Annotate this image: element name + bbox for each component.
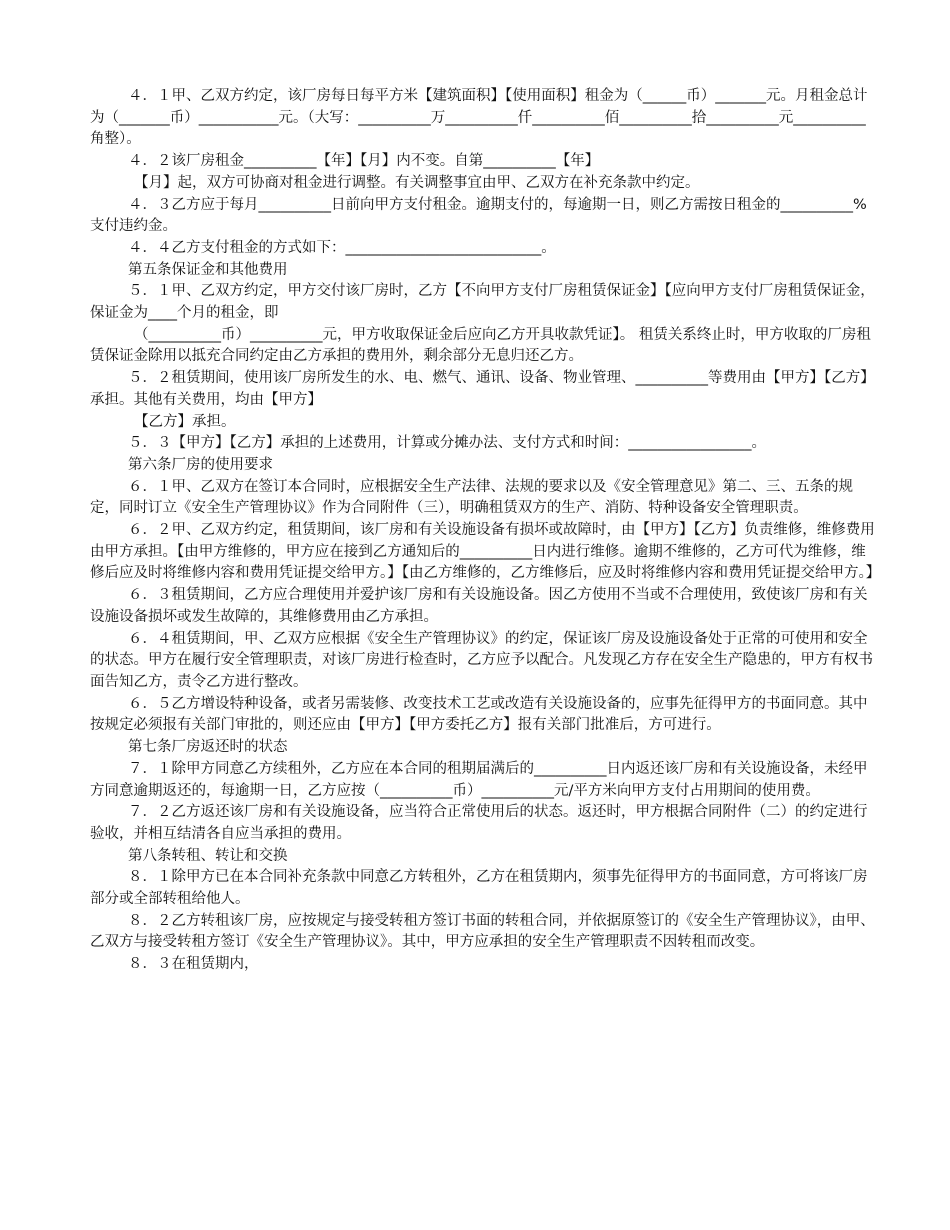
clause-8-2: ８．２乙方转租该厂房，应按规定与接受转租方签订书面的转租合同，并依据原签订的《安全生产管理协议》，由甲、乙双方与接受转租方签订《安全生产管理协议》。其中，甲方应承担的安全生产管理职责不因转租而改变。 (90, 912, 875, 951)
clause-6-3: ６．３租赁期间，乙方应合理使用并爱护该厂房和有关设施设备。因乙方使用不当或不合理使用，致使该厂房和有关设施设备损坏或发生故障的，其维修费用由乙方承担。 (90, 587, 868, 625)
clause-6-2: ６．２甲、乙双方约定，租赁期间，该厂房和有关设施设备有损坏或故障时，由【甲方】【乙方】负责维修，维修费用由甲方承担。【由甲方维修的，甲方应在接到乙方通知后的__________日内进行维修。逾期不维修的，乙方可代为维修，维修后应及时将维修内容和费用凭证提交给甲方。】【由乙方维修的，乙方维修后，应及时将维修内容和费用凭证提交给甲方。】 (90, 522, 881, 582)
clause-7-1: ７．１除甲方同意乙方续租外，乙方应在本合同的租期届满后的__________日内返还该厂房和有关设施设备，未经甲方同意逾期返还的，每逾期一日，乙方应按（__________币）__________元/平方米向甲方支付占用期间的使用费。 (90, 760, 868, 799)
clause-5-1-continued: （__________币）__________元，甲方收取保证金后应向乙方开具收款凭证】。 租赁关系终止时，甲方收取的厂房租赁保证金除用以抵充合同约定由乙方承担的费用外，剩余部分无息归还乙方。 (90, 326, 871, 365)
article-5-heading: 第五条保证金和其他费用 (128, 261, 288, 278)
document-body (90, 86, 881, 976)
clause-5-1: ５．１甲、乙双方约定，甲方交付该厂房时，乙方【不向甲方支付厂房租赁保证金】【应向甲方支付厂房租赁保证金，保证金为____个月的租金，即 (90, 283, 875, 322)
clause-5-3: ５．３【甲方】【乙方】承担的上述费用，计算或分摊办法、支付方式和时间：_________________。 (128, 435, 766, 452)
article-8-heading: 第八条转租、转让和交换 (128, 847, 288, 864)
clause-6-5: ６．５乙方增设特种设备，或者另需装修、改变技术工艺或改造有关设施设备的，应事先征得甲方的书面同意。其中按规定必须报有关部门审批的，则还应由【甲方】【甲方委托乙方】报有关部门批准后，方可进行。 (90, 695, 868, 734)
clause-6-4: ６．４租赁期间，甲、乙双方应根据《安全生产管理协议》的约定，保证该厂房及设施设备处于正常的可使用和安全的状态。甲方在履行安全管理职责，对该厂房进行检查时，乙方应予以配合。凡发现乙方存在安全生产隐患的，甲方有权书面告知乙方，责令乙方进行整改。 (90, 630, 873, 690)
clause-8-3: ８．３在租赁期内， (128, 956, 259, 973)
clause-7-2: ７．２乙方返还该厂房和有关设施设备，应当符合正常使用后的状态。返还时，甲方根据合同附件（二）的约定进行验收，并相互结清各自应当承担的费用。 (90, 804, 868, 842)
clause-6-1: ６．１甲、乙双方在签订本合同时，应根据安全生产法律、法规的要求以及《安全管理意见》第二、三、五条的规定，同时订立《安全生产管理协议》作为合同附件（三），明确租赁双方的生产、消防、特种设备安全管理职责。 (90, 478, 853, 517)
clause-4-2: ４．２该厂房租金__________【年】【月】内不变。自第__________【年】 (128, 153, 600, 170)
clause-5-2: ５．２租赁期间，使用该厂房所发生的水、电、燃气、通讯、设备、物业管理、__________等费用由【甲方】【乙方】承担。其他有关费用，均由【甲方】 (90, 370, 875, 408)
clause-4-2-continued: 【月】起，双方可协商对租金进行调整。有关调整事宜由甲、乙双方在补充条款中约定。 (134, 174, 700, 191)
clause-4-1: ４．１甲、乙双方约定，该厂房每日每平方米【建筑面积】【使用面积】租金为（______币）_______元。月租金总计为（_______币）___________元。（大写：__________万__________仟__________佰__________拾__________元__________角整）。 (90, 88, 868, 148)
clause-8-1: ８．１除甲方已在本合同补充条款中同意乙方转租外，乙方在租赁期内，须事先征得甲方的书面同意，方可将该厂房部分或全部转租给他人。 (90, 869, 868, 908)
clause-4-4: ４．４乙方支付租金的方式如下：___________________________。 (128, 239, 556, 256)
article-6-heading: 第六条厂房的使用要求 (128, 456, 273, 473)
clause-4-3: ４．３乙方应于每月__________日前向甲方支付租金。逾期支付的，每逾期一日，则乙方需按日租金的__________%支付违约金。 (90, 196, 867, 235)
clause-5-2-continued: 【乙方】承担。 (134, 413, 236, 430)
article-7-heading: 第七条厂房返还时的状态 (128, 739, 288, 756)
